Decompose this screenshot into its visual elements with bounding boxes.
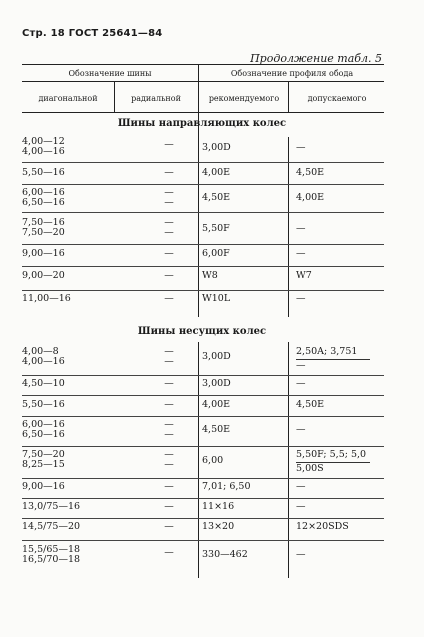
tire-diagonal: 7,50—20	[22, 227, 65, 238]
header-col-allowed: допускаемого	[307, 94, 367, 103]
rim-recommended: 13×20	[202, 521, 235, 532]
tire-diagonal: 9,00—20	[22, 270, 65, 281]
rim-allowed: —	[296, 359, 370, 371]
tire-diagonal: 16,5/70—18	[22, 554, 81, 565]
tire-diagonal: 4,00—16	[22, 356, 65, 367]
rim-recommended: 6,00F	[202, 248, 230, 259]
tire-diagonal: 6,50—16	[22, 429, 65, 440]
tire-diagonal: 9,00—16	[22, 248, 65, 259]
header-rim-profile-designation: Обозначение профиля обода	[230, 69, 354, 78]
tire-radial: —	[164, 356, 174, 367]
tire-diagonal: 4,00—8	[22, 346, 59, 357]
rim-allowed: 5,50F; 5,5; 5,0	[296, 449, 367, 460]
tire-diagonal: 6,00—16	[22, 187, 65, 198]
tire-diagonal: 8,25—15	[22, 459, 65, 470]
rim-recommended: 11×16	[202, 501, 235, 512]
tire-radial: —	[164, 449, 174, 460]
rim-allowed: —	[296, 248, 306, 259]
header-bottom-rule	[22, 112, 384, 113]
rim-recommended: 3,00D	[202, 142, 231, 153]
tire-radial: —	[164, 378, 174, 389]
header-sub-rule	[22, 81, 384, 82]
rim-allowed: 12×20SDS	[296, 521, 349, 532]
table-continuation-label: Продолжение табл. 5	[250, 52, 382, 65]
rim-allowed: —	[296, 501, 306, 512]
table-row	[22, 518, 384, 540]
tire-radial: —	[164, 139, 174, 150]
tire-radial: —	[164, 419, 174, 430]
table-row	[22, 184, 384, 212]
rim-allowed: —	[296, 481, 306, 492]
rim-recommended: 7,01; 6,50	[202, 481, 251, 492]
section-title: Шины несущих колес	[137, 326, 267, 337]
table-top-rule	[22, 64, 384, 65]
rim-allowed: W7	[296, 270, 312, 281]
table-row	[22, 446, 384, 478]
tire-radial: —	[164, 197, 174, 208]
column-divider	[288, 81, 289, 112]
tire-diagonal: 6,00—16	[22, 419, 65, 430]
rim-allowed: —	[296, 293, 306, 304]
rim-allowed: 5,00S	[296, 462, 370, 474]
tire-radial: —	[164, 547, 174, 558]
table-row	[22, 212, 384, 244]
tire-diagonal: 4,00—16	[22, 146, 65, 157]
rim-allowed: —	[296, 223, 306, 234]
rim-allowed: 4,50E	[296, 167, 325, 178]
tire-radial: —	[164, 399, 174, 410]
rim-allowed: 4,50E	[296, 399, 325, 410]
rim-recommended: 6,00	[202, 455, 224, 466]
table-row	[22, 540, 384, 578]
header-col-diagonal: диагональной	[38, 94, 98, 103]
rim-recommended: 4,00E	[202, 399, 231, 410]
tire-diagonal: 4,00—12	[22, 136, 65, 147]
tire-radial: —	[164, 187, 174, 198]
table-row	[22, 395, 384, 416]
rim-recommended: W10L	[202, 293, 231, 304]
table-row	[22, 478, 384, 498]
section-title: Шины направляющих колес	[117, 118, 287, 129]
tire-radial: —	[164, 521, 174, 532]
rim-recommended: 4,50E	[202, 424, 231, 435]
tire-diagonal: 4,50—10	[22, 378, 65, 389]
table-row	[22, 344, 384, 375]
tire-diagonal: 14,5/75—20	[22, 521, 81, 532]
tire-radial: —	[164, 346, 174, 357]
rim-recommended: 5,50F	[202, 223, 230, 234]
tire-diagonal: 9,00—16	[22, 481, 65, 492]
table-row	[22, 375, 384, 395]
table-row	[22, 416, 384, 446]
rim-allowed: —	[296, 378, 306, 389]
table-row	[22, 244, 384, 266]
tire-diagonal: 13,0/75—16	[22, 501, 81, 512]
tire-radial: —	[164, 481, 174, 492]
tire-radial: —	[164, 217, 174, 228]
rim-recommended: 4,50E	[202, 192, 231, 203]
tire-radial: —	[164, 270, 174, 281]
rim-allowed: —	[296, 424, 306, 435]
table-row	[22, 498, 384, 518]
tire-diagonal: 7,50—16	[22, 217, 65, 228]
rim-recommended: 330—462	[202, 549, 248, 560]
tire-radial: —	[164, 429, 174, 440]
rim-allowed: —	[296, 142, 306, 153]
rim-recommended: 4,00E	[202, 167, 231, 178]
tire-diagonal: 5,50—16	[22, 167, 65, 178]
tire-diagonal: 7,50—20	[22, 449, 65, 460]
tire-radial: —	[164, 227, 174, 238]
header-col-radial: радиальной	[131, 94, 181, 103]
tire-radial: —	[164, 248, 174, 259]
rim-allowed: 4,00E	[296, 192, 325, 203]
tire-diagonal: 6,50—16	[22, 197, 65, 208]
tire-diagonal: 15,5/65—18	[22, 544, 81, 555]
rim-recommended: 3,00D	[202, 351, 231, 362]
tire-radial: —	[164, 293, 174, 304]
table-row	[22, 266, 384, 290]
rim-recommended: W8	[202, 270, 218, 281]
tire-radial: —	[164, 459, 174, 470]
rim-allowed: 2,50A; 3,751	[296, 346, 358, 357]
header-tire-designation: Обозначение шины	[68, 69, 152, 78]
tire-radial: —	[164, 167, 174, 178]
table-row	[22, 163, 384, 184]
column-divider	[114, 81, 115, 112]
rim-recommended: 3,00D	[202, 378, 231, 389]
tire-diagonal: 5,50—16	[22, 399, 65, 410]
tire-radial: —	[164, 501, 174, 512]
header-col-recommended: рекомендуемого	[208, 94, 280, 103]
page-header: Стр. 18 ГОСТ 25641—84	[22, 28, 163, 39]
table-row	[22, 137, 384, 163]
tire-diagonal: 11,00—16	[22, 293, 71, 304]
table-row	[22, 290, 384, 317]
rim-allowed: —	[296, 549, 306, 560]
